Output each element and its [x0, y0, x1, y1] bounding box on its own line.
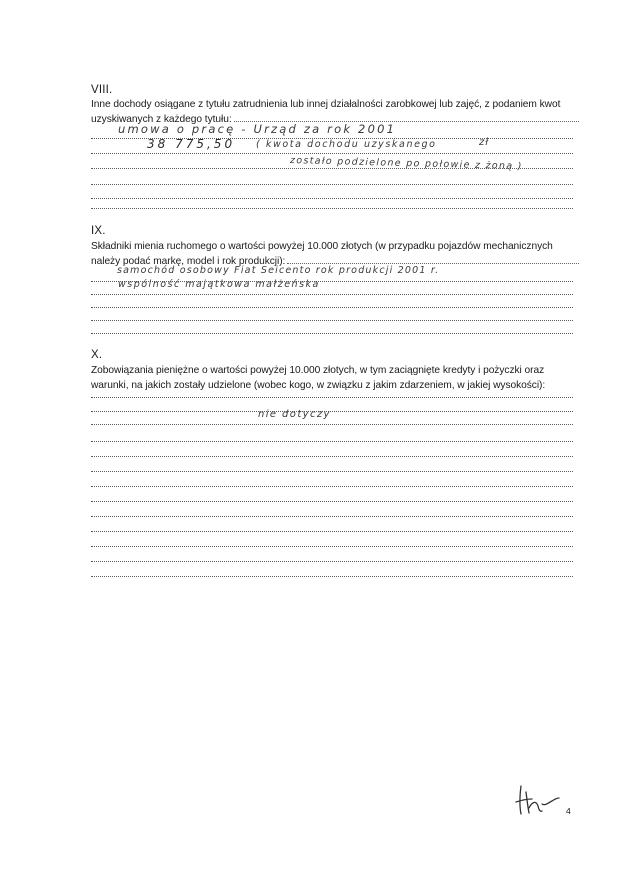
answer-line — [91, 208, 573, 209]
section-x-text — [91, 363, 579, 393]
handwritten-income-currency: zł — [479, 137, 490, 148]
section-viii-numeral: VIII. — [91, 84, 113, 96]
section-viii-text-line1: Inne dochody osiągane z tytułu zatrudnienia lub innej działalności zarobkowej lub zajęć, z podaniem kwot — [91, 99, 561, 110]
section-x-text-line2: warunki, na jakich zostały udzielone (wobec kogo, w związku z jakim zdarzeniem, w jakiej wysokości): — [91, 380, 546, 391]
section-x-text-line1: Zobowiązania pieniężne o wartości powyżej 10.000 złotych, w tym zaciągnięte kredyty i pożyczki oraz — [91, 365, 545, 376]
handwritten-ownership: wspólność majątkowa małżeńska — [118, 279, 320, 290]
section-ix-numeral: IX. — [91, 225, 106, 237]
answer-line — [91, 424, 573, 425]
answer-line — [91, 576, 573, 577]
handwritten-vehicle: samochód osobowy Fiat Seicento rok produkcji 2001 r. — [117, 265, 440, 276]
answer-line — [91, 471, 573, 472]
answer-line — [91, 294, 573, 295]
answer-line — [91, 441, 573, 442]
handwritten-income-source: umowa o pracę - Urząd za rok 2001 — [118, 122, 397, 136]
answer-line — [91, 198, 573, 199]
section-ix-text-line2: należy podać markę, model i rok produkcji): — [91, 256, 286, 267]
answer-line — [91, 184, 573, 185]
handwritten-income-note-cont: zostało podzielone po połowie z żoną ) — [289, 155, 523, 173]
answer-line — [91, 320, 573, 321]
page-number: 4 — [566, 806, 571, 816]
section-x-numeral: X. — [91, 349, 103, 361]
handwritten-income-amount: 38 775,50 — [147, 137, 236, 151]
answer-line — [91, 561, 573, 562]
answer-line — [91, 456, 573, 457]
answer-line — [91, 333, 573, 334]
handwritten-income-note: ( kwota dochodu uzyskanego — [256, 139, 437, 150]
section-viii-text-line2: uzyskiwanych z każdego tytułu: — [91, 114, 232, 125]
handwritten-not-applicable: nie dotyczy — [258, 409, 331, 420]
signature-icon — [512, 780, 560, 818]
answer-line — [91, 486, 573, 487]
answer-line — [91, 501, 573, 502]
answer-line — [91, 516, 573, 517]
answer-line — [91, 153, 573, 154]
answer-line — [91, 397, 573, 398]
answer-line — [91, 307, 573, 308]
answer-line — [91, 531, 573, 532]
answer-line — [91, 411, 573, 412]
answer-line — [91, 546, 573, 547]
section-ix-text-line1: Składniki mienia ruchomego o wartości powyżej 10.000 złotych (w przypadku pojazdów mechanicznych — [91, 241, 553, 252]
